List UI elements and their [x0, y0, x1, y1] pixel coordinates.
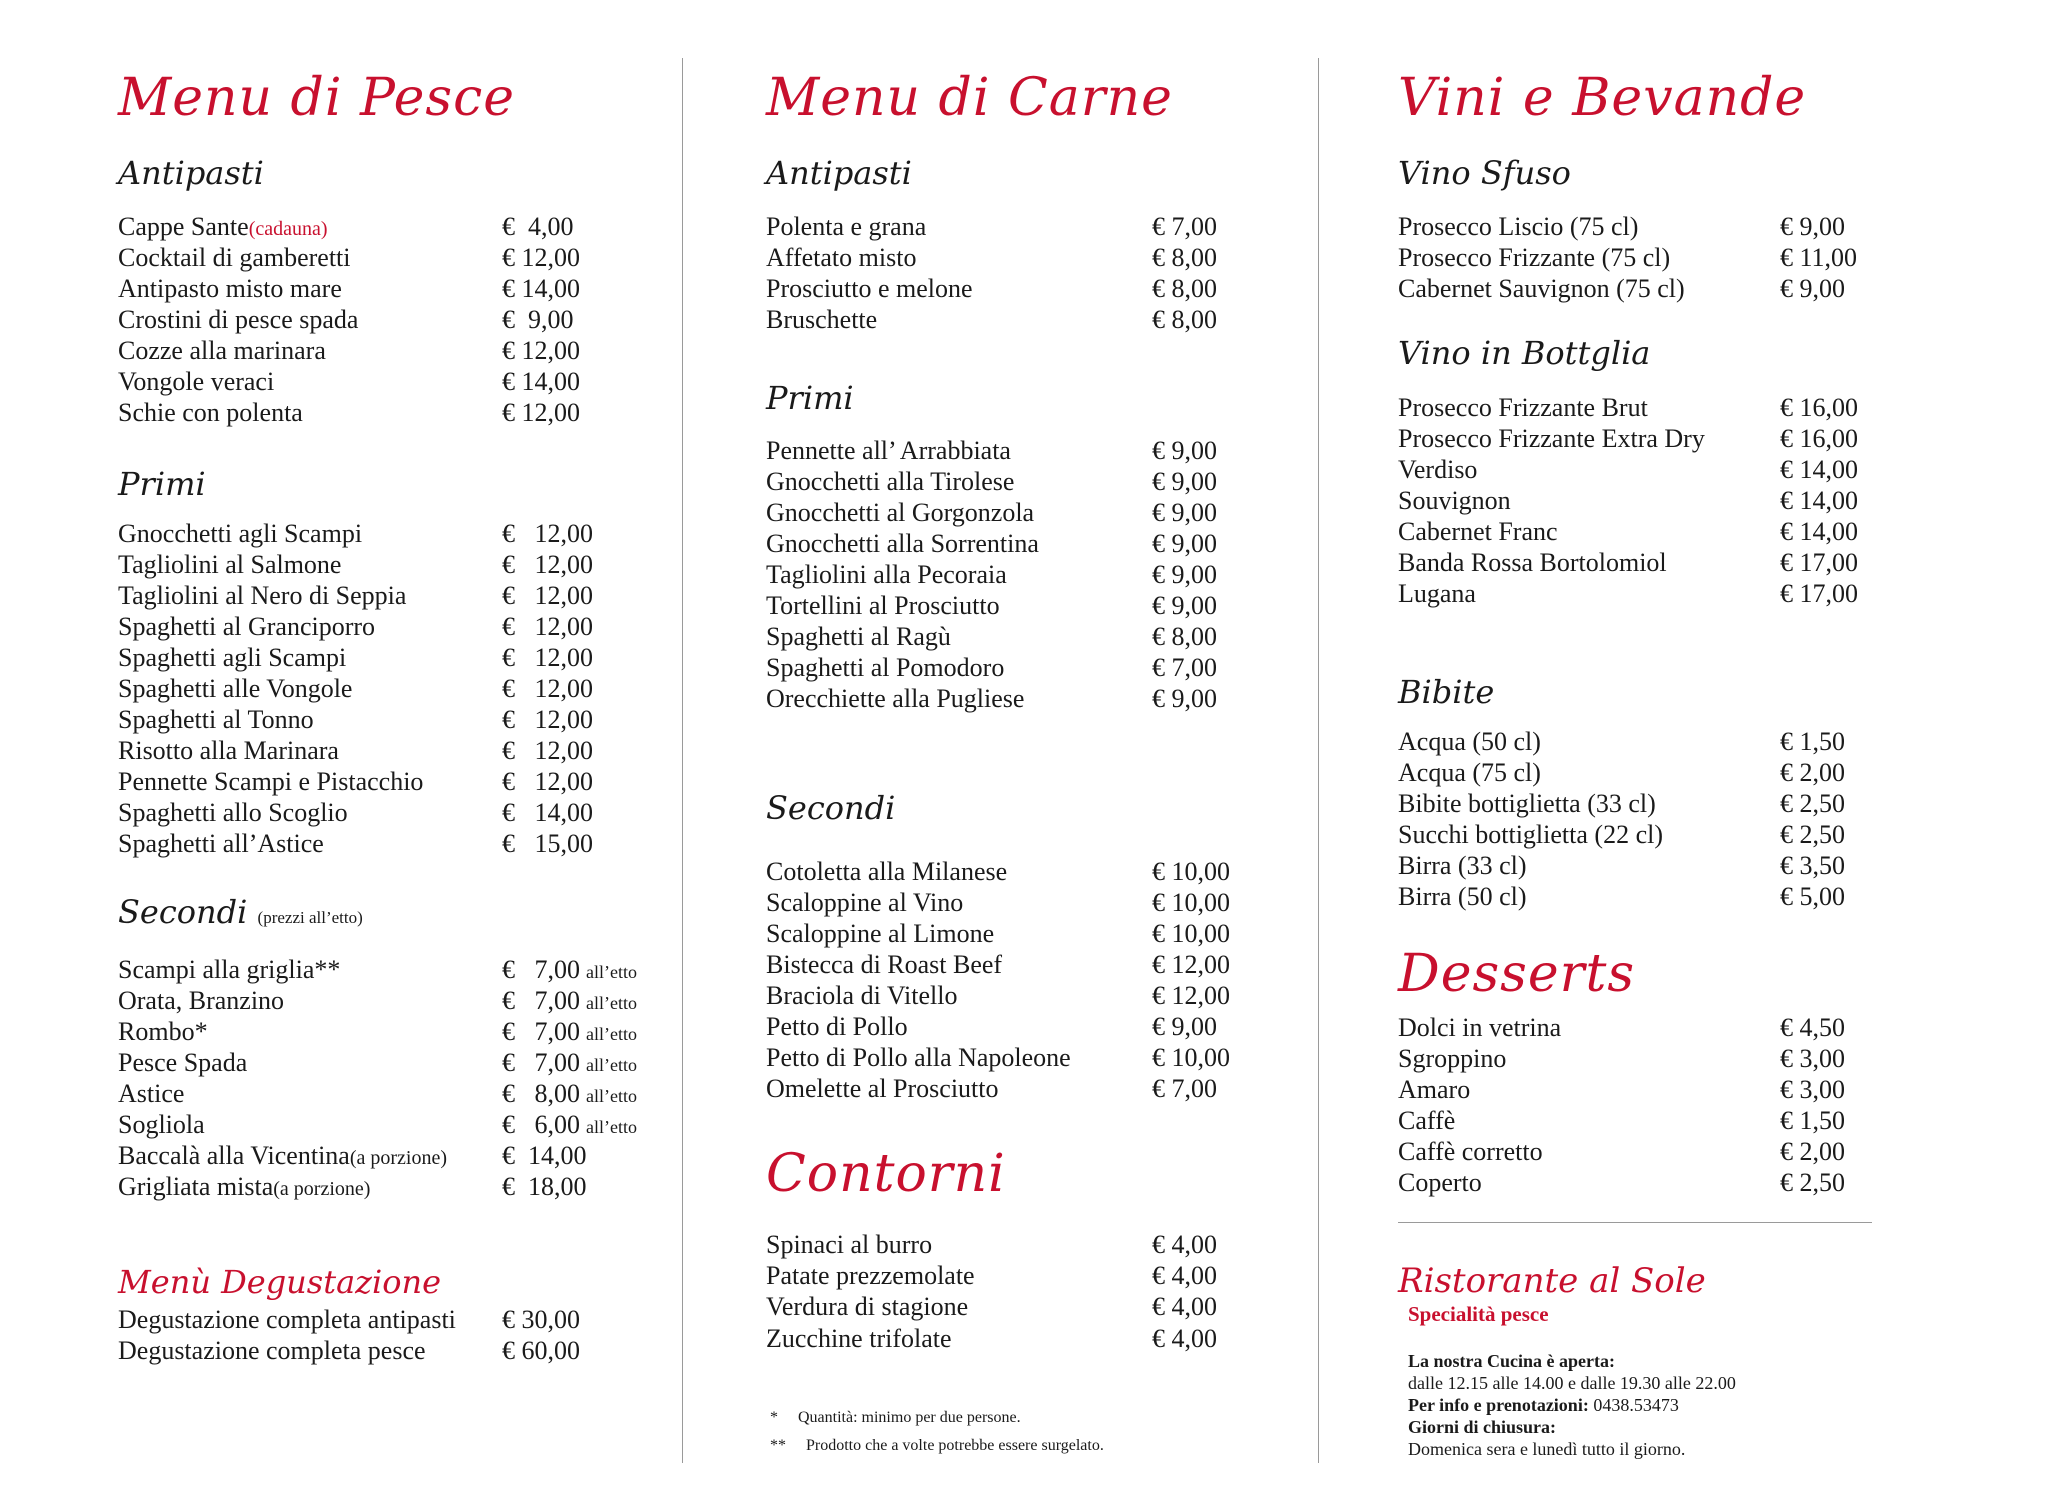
desserts-title: Desserts [1398, 944, 1636, 1004]
menu-item-price [1152, 684, 1217, 714]
menu-item-price-value: € 3,00 [1780, 1075, 1845, 1104]
menu-item-price-value: € 7,00 [502, 955, 580, 984]
menu-item-name: Vongole veraci [118, 367, 275, 396]
menu-item-name: Coperto [1398, 1168, 1482, 1197]
menu-item-name: Spaghetti al Tonno [118, 705, 314, 734]
menu-item-name: Cozze alla marinara [118, 336, 326, 365]
menu-item-name: Verdiso [1398, 455, 1478, 484]
menu-item-price-value: € 12,00 [502, 581, 593, 610]
menu-item-price-value: € 9,00 [1152, 436, 1217, 465]
menu-item-name: Cappe Sante(cadauna) [118, 212, 328, 241]
menu-item-price-value: € 9,00 [1152, 560, 1217, 589]
menu-item-price [1780, 1106, 1845, 1136]
menu-item-price [502, 798, 593, 828]
menu-item-name: Prosecco Frizzante Brut [1398, 393, 1648, 422]
menu-item-price [502, 398, 580, 428]
menu-item-price [502, 705, 593, 735]
menu-item-price-value: € 12,00 [502, 674, 593, 703]
menu-item-price [502, 829, 593, 859]
menu-item-price [1152, 1292, 1217, 1322]
column-divider-left [682, 58, 683, 1463]
menu-item-price-value: € 12,00 [502, 550, 593, 579]
footnote-mark: * [770, 1409, 778, 1426]
menu-item-price [1152, 467, 1217, 497]
menu-item-price-value: € 9,00 [1780, 274, 1845, 303]
menu-item-price [502, 612, 593, 642]
menu-item-name: Spaghetti allo Scoglio [118, 798, 348, 827]
menu-item-price [502, 550, 593, 580]
menu-item-price [1152, 591, 1217, 621]
closing-label: Giorni di chiusura: [1408, 1417, 1557, 1437]
menu-item-price-value: € 10,00 [1152, 919, 1230, 948]
menu-item-price-value: € 10,00 [1152, 888, 1230, 917]
menu-item-price-value: € 4,00 [1152, 1324, 1217, 1353]
menu-item-price-value: € 9,00 [1152, 684, 1217, 713]
menu-item-price-value: € 9,00 [1780, 212, 1845, 241]
menu-item-name: Gnocchetti alla Sorrentina [766, 529, 1039, 558]
menu-item-price-value: € 2,00 [1780, 1137, 1845, 1166]
menu-item-price [1152, 274, 1217, 304]
menu-item-price [1152, 243, 1217, 273]
menu-item-name: Zucchine trifolate [766, 1324, 952, 1353]
menu-item-price-value: € 8,00 [1152, 305, 1217, 334]
menu-item-price [1780, 393, 1858, 423]
menu-item-price-value: € 17,00 [1780, 548, 1858, 577]
menu-item-name: Pesce Spada [118, 1048, 248, 1077]
menu-item-price-value: € 12,00 [1152, 950, 1230, 979]
menu-item-price-value: € 14,00 [502, 798, 593, 827]
closing-text: Domenica sera e lunedì tutto il giorno. [1408, 1439, 1686, 1459]
menu-item-price [1152, 1230, 1217, 1260]
menu-item-price [1152, 529, 1217, 559]
menu-item-price-value: € 10,00 [1152, 1043, 1230, 1072]
menu-item-price [1152, 305, 1217, 335]
menu-item-name: Gnocchetti alla Tirolese [766, 467, 1015, 496]
menu-item-price [1780, 455, 1858, 485]
menu-item-name: Spaghetti al Ragù [766, 622, 951, 651]
menu-item-price-value: € 12,00 [502, 336, 580, 365]
menu-item-price [1780, 1075, 1845, 1105]
menu-item-name: Prosciutto e melone [766, 274, 973, 303]
menu-item-price-value: € 4,00 [502, 212, 574, 241]
menu-item-name: Cocktail di gamberetti [118, 243, 351, 272]
menu-item-price-value: € 9,00 [502, 305, 574, 334]
footnote-single-star [770, 1409, 1021, 1427]
menu-item-price-value: € 14,00 [502, 367, 580, 396]
menu-item-price [1780, 1044, 1845, 1074]
menu-item-price-value: € 12,00 [1152, 981, 1230, 1010]
menu-item-name: Succhi bottiglietta (22 cl) [1398, 820, 1663, 849]
menu-item-price [1152, 1043, 1230, 1073]
pesce-primi-heading: Primi [118, 465, 206, 503]
menu-item-name: Polenta e grana [766, 212, 927, 241]
menu-item-price-unit: all’etto [586, 1055, 637, 1075]
contorni-title: Contorni [766, 1144, 1006, 1204]
menu-item-price [1780, 727, 1845, 757]
menu-item-name: Tagliolini al Salmone [118, 550, 342, 579]
menu-item-price [1780, 486, 1858, 516]
restaurant-specialty: Specialità pesce [1408, 1302, 1549, 1326]
bibite-heading: Bibite [1398, 673, 1495, 711]
menu-item-name: Amaro [1398, 1075, 1471, 1104]
menu-item-name: Prosecco Frizzante Extra Dry [1398, 424, 1705, 453]
menu-item-note: (a porzione) [273, 1178, 371, 1200]
menu-item-name: Verdura di stagione [766, 1292, 969, 1321]
menu-item-name: Gnocchetti al Gorgonzola [766, 498, 1035, 527]
menu-item-price [1152, 919, 1230, 949]
menu-item-price [502, 1110, 637, 1142]
menu-item-price-value: € 1,50 [1780, 1106, 1845, 1135]
menu-item-price-value: € 12,00 [502, 705, 593, 734]
menu-item-price-value: € 14,00 [1780, 486, 1858, 515]
menu-item-price [1780, 789, 1845, 819]
menu-item-name: Orata, Branzino [118, 986, 285, 1015]
menu-item-note: (a porzione) [349, 1147, 448, 1169]
menu-item-price [1152, 436, 1217, 466]
menu-item-price-value: € 30,00 [502, 1305, 580, 1334]
menu-item-price [502, 674, 593, 704]
menu-item-name: Pennette Scampi e Pistacchio [118, 767, 424, 796]
menu-item-price [502, 1336, 580, 1366]
menu-item-price [1152, 857, 1230, 887]
menu-item-price [1780, 243, 1857, 273]
menu-item-name: Bibite bottiglietta (33 cl) [1398, 789, 1656, 818]
menu-item-price-value: € 14,00 [502, 1141, 587, 1170]
carne-title: Menu di Carne [766, 68, 1173, 128]
menu-item-name: Cabernet Sauvignon (75 cl) [1398, 274, 1685, 303]
menu-item-price-value: € 12,00 [502, 243, 580, 272]
menu-item-name: Bistecca di Roast Beef [766, 950, 1003, 979]
menu-item-price-unit: all’etto [586, 993, 637, 1013]
menu-item-price [1780, 212, 1845, 242]
menu-item-price-value: € 12,00 [502, 736, 593, 765]
menu-item-name: Caffè corretto [1398, 1137, 1543, 1166]
menu-item-price-value: € 12,00 [502, 612, 593, 641]
menu-item-price-value: € 7,00 [1152, 1074, 1217, 1103]
menu-item-name: Spaghetti al Granciporro [118, 612, 376, 641]
menu-item-name: Petto di Pollo alla Napoleone [766, 1043, 1071, 1072]
menu-item-name: Degustazione completa pesce [118, 1336, 426, 1365]
menu-item-price [1152, 622, 1217, 652]
menu-item-name: Cabernet Franc [1398, 517, 1558, 546]
menu-item-price-value: € 9,00 [1152, 467, 1217, 496]
menu-item-price-value: € 12,00 [502, 767, 593, 796]
menu-item-price-value: € 1,50 [1780, 727, 1845, 756]
footnote-text: Prodotto che a volte potrebbe essere surgelato. [806, 1437, 1104, 1454]
menu-item-price-value: € 3,00 [1780, 1044, 1845, 1073]
vino-bottiglia-heading: Vino in Bottglia [1398, 334, 1651, 372]
menu-item-price [1152, 981, 1230, 1011]
menu-item-name: Sogliola [118, 1110, 205, 1139]
menu-item-price [502, 581, 593, 611]
menu-item-price-unit: all’etto [586, 962, 637, 982]
menu-item-price-value: € 6,00 [502, 1110, 580, 1139]
pesce-title: Menu di Pesce [118, 68, 515, 128]
menu-item-price [502, 274, 580, 304]
menu-item-price-unit: all’etto [586, 1086, 637, 1106]
menu-item-price [1152, 653, 1217, 683]
menu-item-price [502, 1079, 637, 1111]
menu-item-price-value: € 9,00 [1152, 529, 1217, 558]
menu-item-price-value: € 7,00 [1152, 212, 1217, 241]
menu-item-price-value: € 12,00 [502, 398, 580, 427]
pesce-secondi-heading-note: (prezzi all’etto) [257, 908, 363, 927]
menu-item-price [502, 1172, 587, 1202]
menu-item-name: Acqua (50 cl) [1398, 727, 1541, 756]
menu-item-note: (cadauna) [248, 218, 328, 240]
menu-item-name: Degustazione completa antipasti [118, 1305, 456, 1334]
menu-item-price [1780, 424, 1858, 454]
menu-item-name: Bruschette [766, 305, 878, 334]
menu-item-name: Baccalà alla Vicentina(a porzione) [118, 1141, 448, 1170]
menu-item-price [1780, 274, 1845, 304]
menu-item-price-value: € 14,00 [1780, 517, 1858, 546]
menu-item-name: Rombo* [118, 1017, 208, 1046]
menu-item-price-value: € 14,00 [502, 274, 580, 303]
menu-item-price [1152, 498, 1217, 528]
menu-item-price-value: € 4,00 [1152, 1230, 1217, 1259]
menu-item-price [502, 243, 580, 273]
menu-item-name: Antipasto misto mare [118, 274, 342, 303]
menu-item-price [502, 767, 593, 797]
menu-item-price-value: € 7,00 [502, 1048, 580, 1077]
menu-item-name: Souvignon [1398, 486, 1511, 515]
menu-item-name: Dolci in vetrina [1398, 1013, 1562, 1042]
menu-item-price-value: € 11,00 [1780, 243, 1858, 272]
menu-item-price-value: € 8,00 [502, 1079, 580, 1108]
menu-item-price [502, 1048, 637, 1080]
menu-item-name: Spaghetti all’Astice [118, 829, 324, 858]
pesce-secondi-heading-text: Secondi [118, 893, 248, 931]
menu-item-price-value: € 4,00 [1152, 1261, 1217, 1290]
menu-item-price-value: € 60,00 [502, 1336, 580, 1365]
menu-item-name: Cotoletta alla Milanese [766, 857, 1008, 886]
menu-item-name: Tagliolini al Nero di Seppia [118, 581, 407, 610]
menu-item-price [1152, 560, 1217, 590]
menu-item-price [1780, 851, 1845, 881]
menu-item-price-value: € 2,00 [1780, 758, 1845, 787]
menu-item-name: Spaghetti alle Vongole [118, 674, 353, 703]
menu-item-price [502, 1305, 580, 1335]
menu-item-price-value: € 8,00 [1152, 274, 1217, 303]
menu-item-price-unit: all’etto [586, 1024, 637, 1044]
menu-item-price-value: € 2,50 [1780, 1168, 1845, 1197]
menu-item-price-value: € 4,50 [1780, 1013, 1845, 1042]
phone-number: 0438.53473 [1593, 1395, 1679, 1415]
menu-item-name: Lugana [1398, 579, 1476, 608]
menu-item-name: Pennette all’ Arrabbiata [766, 436, 1011, 465]
menu-item-name: Spaghetti al Pomodoro [766, 653, 1005, 682]
footnote-mark: ** [770, 1437, 786, 1454]
menu-item-price-unit: all’etto [586, 1117, 637, 1137]
menu-item-price-value: € 9,00 [1152, 591, 1217, 620]
menu-item-name: Tortellini al Prosciutto [766, 591, 1000, 620]
menu-item-price-value: € 9,00 [1152, 498, 1217, 527]
footnote-text: Quantità: minimo per due persone. [798, 1409, 1021, 1426]
info-label: Per info e prenotazioni: [1408, 1395, 1589, 1415]
menu-item-price-value: € 9,00 [1152, 1012, 1217, 1041]
menu-item-price [502, 1017, 637, 1049]
menu-item-name: Prosecco Frizzante (75 cl) [1398, 243, 1671, 272]
pesce-antipasti-heading: Antipasti [118, 154, 264, 192]
carne-secondi-heading: Secondi [766, 789, 896, 827]
degustazione-heading: Menù Degustazione [118, 1263, 442, 1301]
menu-item-price [502, 367, 580, 397]
menu-item-price [502, 519, 593, 549]
menu-item-price [1780, 882, 1845, 912]
menu-item-price [1780, 579, 1858, 609]
menu-item-price-value: € 12,00 [502, 519, 593, 548]
menu-item-price [1152, 1324, 1217, 1354]
menu-item-price [1152, 1074, 1217, 1104]
menu-item-price [1152, 1012, 1217, 1042]
menu-item-name: Prosecco Liscio (75 cl) [1398, 212, 1639, 241]
menu-item-name: Risotto alla Marinara [118, 736, 339, 765]
menu-item-price [1780, 517, 1858, 547]
menu-item-price [502, 955, 637, 987]
menu-item-name: Sgroppino [1398, 1044, 1507, 1073]
menu-item-name: Caffè [1398, 1106, 1456, 1135]
menu-item-price-value: € 7,00 [502, 1017, 580, 1046]
menu-item-price [1780, 820, 1845, 850]
menu-item-name: Crostini di pesce spada [118, 305, 359, 334]
menu-item-price-value: € 16,00 [1780, 424, 1858, 453]
menu-item-name: Tagliolini alla Pecoraia [766, 560, 1007, 589]
menu-item-price [502, 736, 593, 766]
menu-item-name: Schie con polenta [118, 398, 303, 427]
menu-item-price-value: € 8,00 [1152, 622, 1217, 651]
menu-item-name: Scampi alla griglia** [118, 955, 341, 984]
menu-item-price-value: € 12,00 [502, 643, 593, 672]
menu-item-price-value: € 10,00 [1152, 857, 1230, 886]
menu-item-price-value: € 16,00 [1780, 393, 1858, 422]
menu-item-price-value: € 15,00 [502, 829, 593, 858]
menu-item-price [502, 305, 574, 335]
vini-title: Vini e Bevande [1398, 68, 1807, 128]
menu-item-name: Spaghetti agli Scampi [118, 643, 347, 672]
menu-item-price-value: € 7,00 [502, 986, 580, 1015]
menu-item-name: Scaloppine al Limone [766, 919, 995, 948]
menu-item-name: Banda Rossa Bortolomiol [1398, 548, 1667, 577]
menu-item-name: Affetato misto [766, 243, 917, 272]
footnote-double-star [770, 1437, 1104, 1455]
hours-text: dalle 12.15 alle 14.00 e dalle 19.30 alle 22.00 [1408, 1373, 1736, 1393]
menu-item-price-value: € 2,50 [1780, 789, 1845, 818]
menu-item-name: Petto di Pollo [766, 1012, 908, 1041]
menu-item-price-value: € 18,00 [502, 1172, 587, 1201]
menu-item-name: Scaloppine al Vino [766, 888, 964, 917]
restaurant-name: Ristorante al Sole [1398, 1261, 1706, 1301]
menu-item-price-value: € 4,00 [1152, 1292, 1217, 1321]
menu-item-price [502, 1141, 587, 1171]
restaurant-divider [1398, 1222, 1872, 1223]
pesce-secondi-heading [118, 893, 363, 931]
menu-item-name: Astice [118, 1079, 185, 1108]
menu-item-price [1780, 1013, 1845, 1043]
carne-primi-heading: Primi [766, 379, 854, 417]
menu-item-price [1152, 1261, 1217, 1291]
column-divider-right [1318, 58, 1319, 1463]
menu-item-price [1780, 1168, 1845, 1198]
menu-item-price-value: € 3,50 [1780, 851, 1845, 880]
menu-item-name: Gnocchetti agli Scampi [118, 519, 363, 548]
menu-item-price [502, 986, 637, 1018]
vino-sfuso-heading: Vino Sfuso [1398, 154, 1571, 192]
menu-item-price-value: € 17,00 [1780, 579, 1858, 608]
menu-item-price [1780, 548, 1858, 578]
menu-item-price-value: € 7,00 [1152, 653, 1217, 682]
menu-item-price [502, 643, 593, 673]
menu-item-name: Acqua (75 cl) [1398, 758, 1541, 787]
menu-item-price [502, 212, 574, 242]
menu-item-price [1152, 950, 1230, 980]
menu-item-price [1780, 758, 1845, 788]
menu-item-price [1780, 1137, 1845, 1167]
menu-item-price-value: € 2,50 [1780, 820, 1845, 849]
menu-item-price [1152, 212, 1217, 242]
menu-item-price-value: € 8,00 [1152, 243, 1217, 272]
menu-item-name: Braciola di Vitello [766, 981, 958, 1010]
menu-item-name: Omelette al Prosciutto [766, 1074, 999, 1103]
menu-item-price [1152, 888, 1230, 918]
menu-item-price-value: € 5,00 [1780, 882, 1845, 911]
menu-item-name: Grigliata mista(a porzione) [118, 1172, 371, 1201]
hours-label: La nostra Cucina è aperta: [1408, 1351, 1615, 1371]
restaurant-info [1408, 1350, 1736, 1460]
menu-item-name: Spinaci al burro [766, 1230, 933, 1259]
menu-item-price [502, 336, 580, 366]
menu-item-name: Orecchiette alla Pugliese [766, 684, 1025, 713]
menu-item-name: Patate prezzemolate [766, 1261, 975, 1290]
menu-item-name: Birra (33 cl) [1398, 851, 1527, 880]
menu-item-price-value: € 14,00 [1780, 455, 1858, 484]
carne-antipasti-heading: Antipasti [766, 154, 912, 192]
menu-item-name: Birra (50 cl) [1398, 882, 1527, 911]
